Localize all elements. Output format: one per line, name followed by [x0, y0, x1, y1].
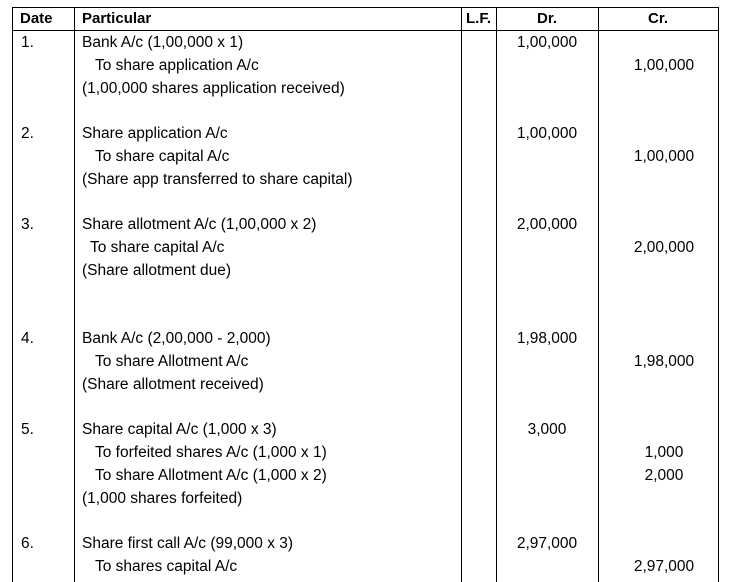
debit-account: Bank A/c (1,00,000 x 1): [82, 34, 244, 51]
debit-account: Bank A/c (2,00,000 - 2,000): [82, 330, 271, 347]
credit-account: To share capital A/c: [95, 148, 230, 165]
credit-account: To share capital A/c: [90, 239, 225, 256]
narration: (Share allotment received): [82, 376, 264, 393]
debit-amount: 2,97,000: [516, 535, 578, 552]
debit-account: Share allotment A/c (1,00,000 x 2): [82, 216, 317, 233]
credit-amount: 2,00,000: [633, 239, 695, 256]
credit-account: To share Allotment A/c: [95, 353, 249, 370]
debit-amount: 3,000: [527, 421, 567, 438]
credit-account: To forfeited shares A/c (1,000 x 1): [95, 444, 327, 461]
debit-amount: 1,00,000: [516, 34, 578, 51]
header-lf: L.F.: [466, 10, 491, 27]
header-dr: Dr.: [536, 10, 557, 27]
debit-amount: 1,00,000: [516, 125, 578, 142]
right-border: [718, 7, 719, 582]
credit-account: To share Allotment A/c (1,000 x 2): [95, 467, 327, 484]
narration: (1,00,000 shares application received): [82, 80, 345, 97]
entry-number: 6.: [21, 535, 34, 552]
lf-column-divider: [496, 7, 497, 582]
credit-amount: 1,000: [644, 444, 684, 461]
credit-amount: 1,00,000: [633, 148, 695, 165]
credit-amount: 2,97,000: [633, 558, 695, 575]
journal-table: [12, 7, 719, 582]
entry-number: 2.: [21, 125, 34, 142]
left-border: [12, 7, 13, 582]
dr-column-divider: [598, 7, 599, 582]
narration: (Share app transferred to share capital): [82, 171, 353, 188]
debit-account: Share first call A/c (99,000 x 3): [82, 535, 294, 552]
particular-column-divider: [461, 7, 462, 582]
header-date: Date: [20, 10, 53, 27]
debit-amount: 2,00,000: [516, 216, 578, 233]
debit-account: Share capital A/c (1,000 x 3): [82, 421, 277, 438]
narration: (Share allotment due): [82, 262, 232, 279]
credit-amount: 1,98,000: [633, 353, 695, 370]
credit-amount: 2,000: [644, 467, 684, 484]
entry-number: 1.: [21, 34, 34, 51]
credit-account: To shares capital A/c: [95, 558, 238, 575]
debit-account: Share application A/c: [82, 125, 228, 142]
narration: (1,000 shares forfeited): [82, 490, 243, 507]
entry-number: 3.: [21, 216, 34, 233]
entry-number: 4.: [21, 330, 34, 347]
header-cr: Cr.: [647, 10, 668, 27]
credit-account: To share application A/c: [95, 57, 259, 74]
entry-number: 5.: [21, 421, 34, 438]
header-particular: Particular: [82, 10, 152, 27]
date-column-divider: [74, 7, 75, 582]
credit-amount: 1,00,000: [633, 57, 695, 74]
debit-amount: 1,98,000: [516, 330, 578, 347]
